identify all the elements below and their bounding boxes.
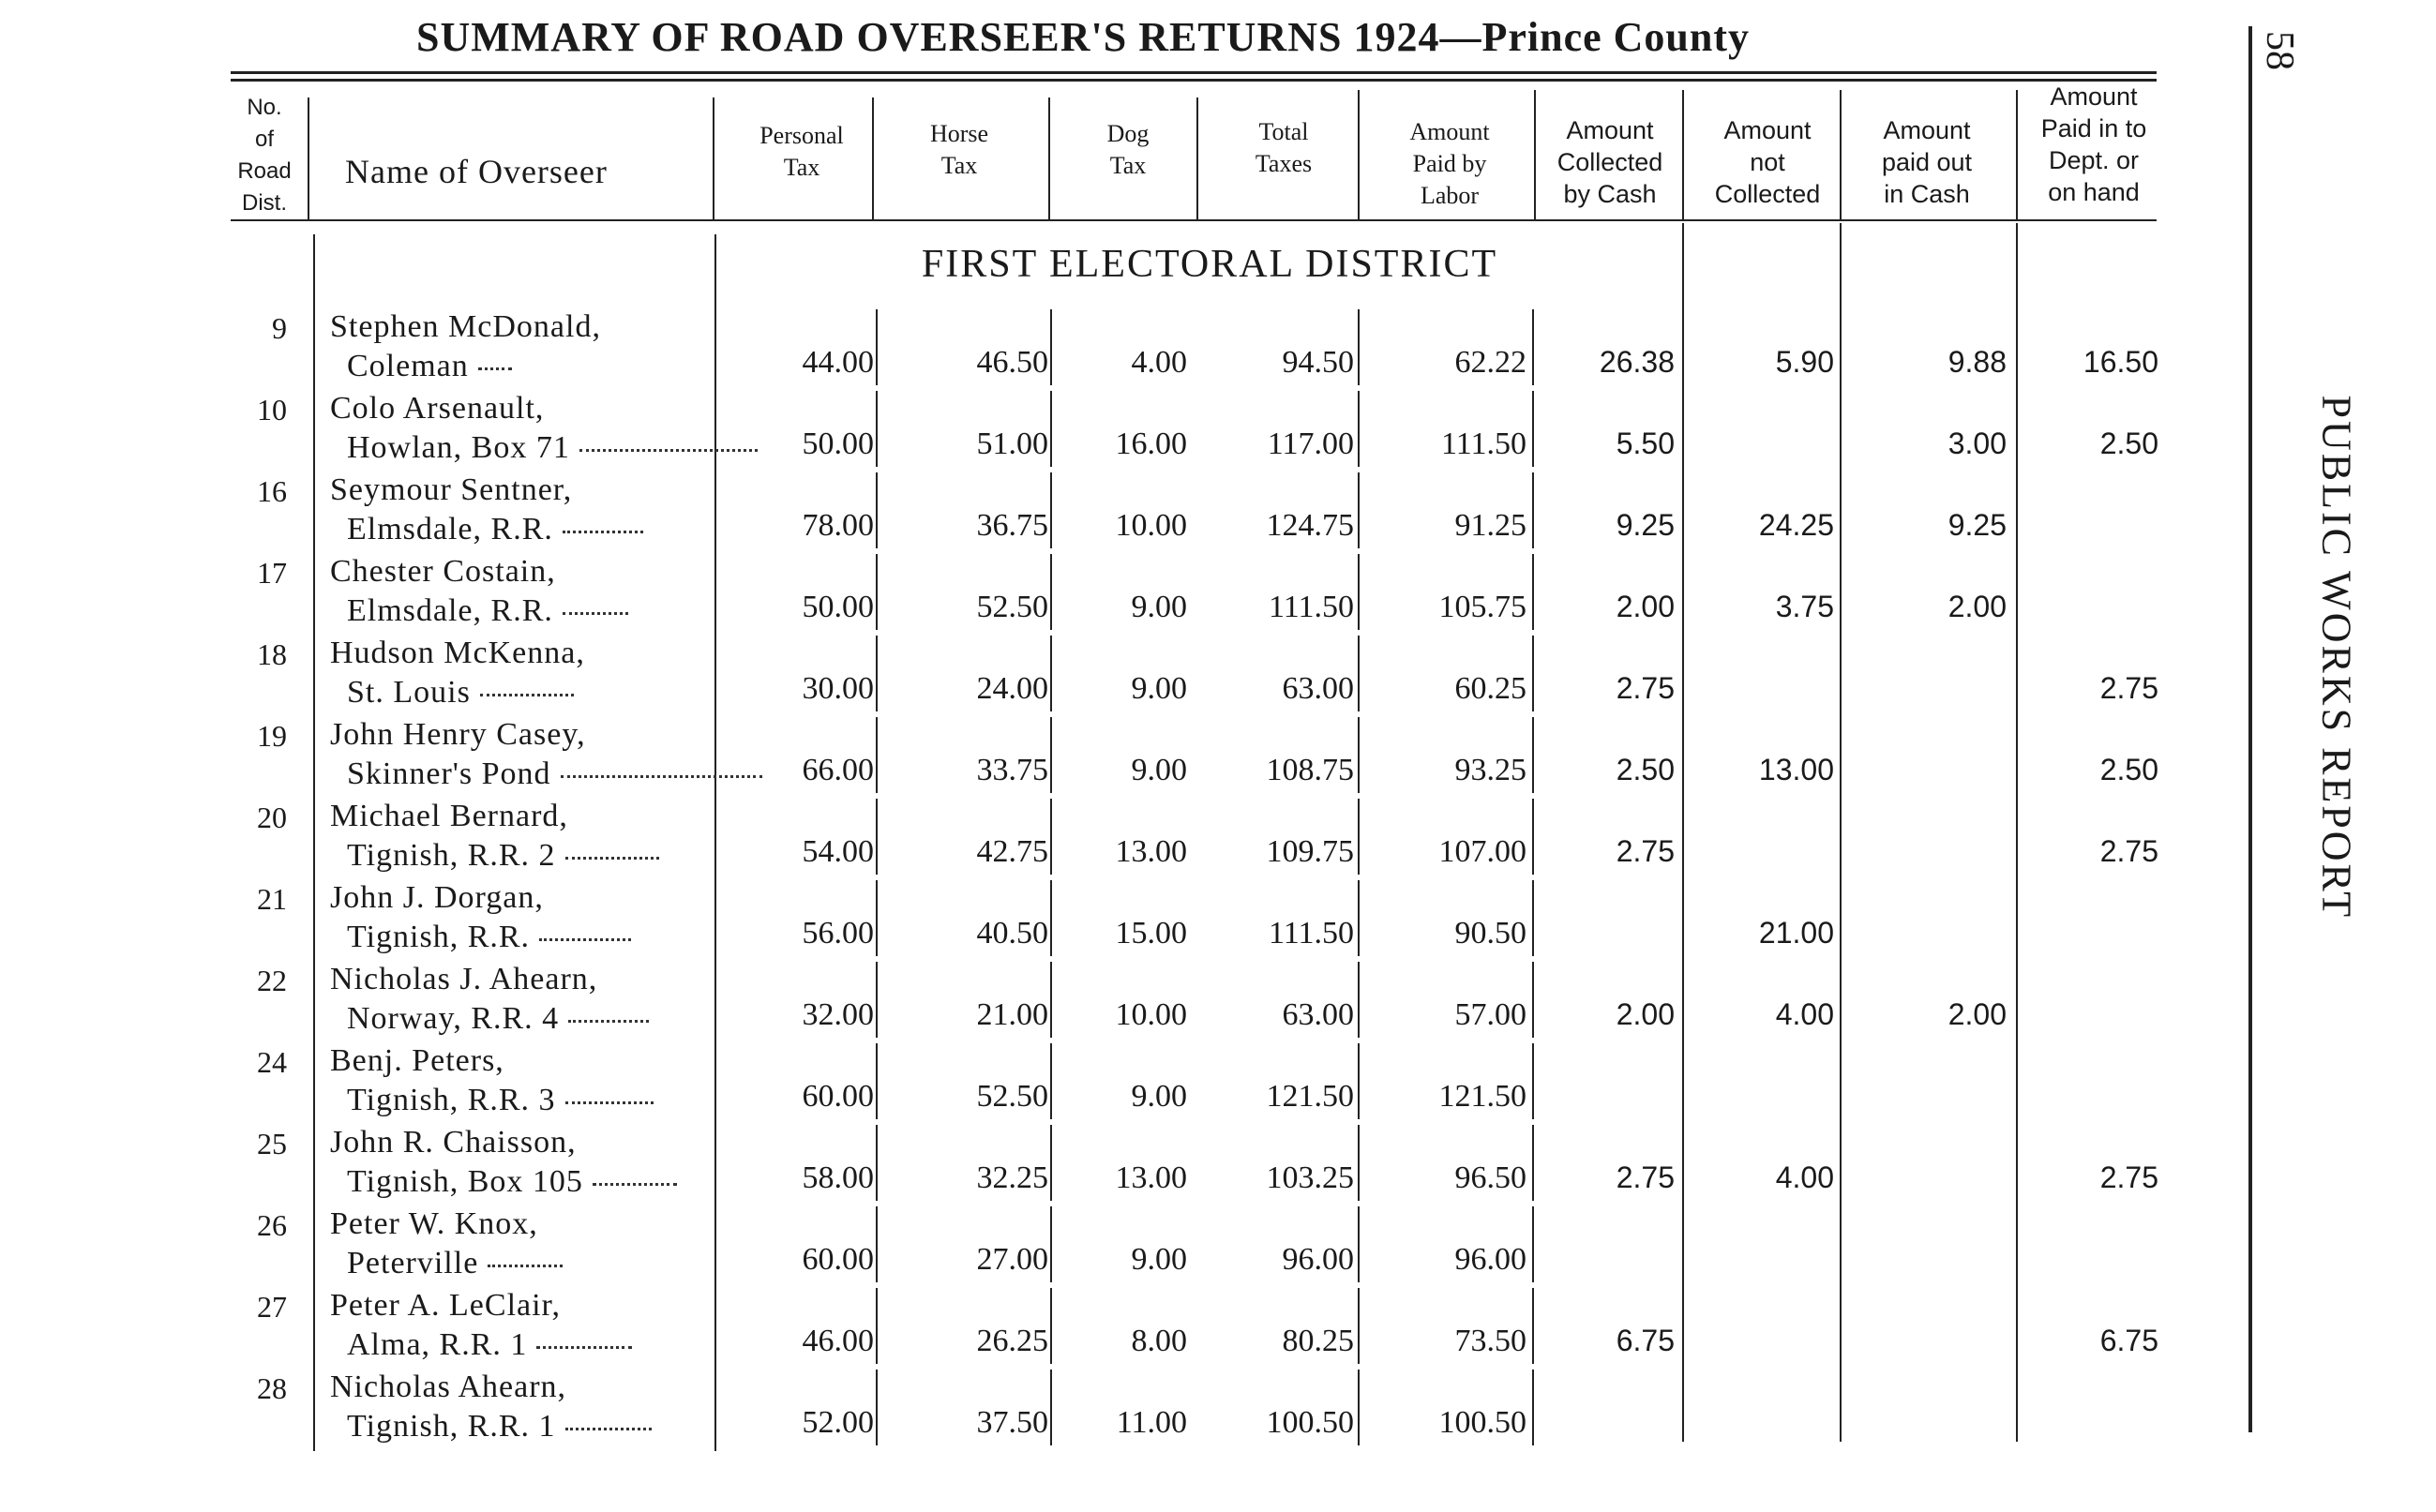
cell-horse: 37.50 [976, 1405, 1048, 1440]
header-collected-by-cash: Amount Collected by Cash [1556, 116, 1663, 208]
row-rule [1532, 1043, 1534, 1119]
overseer-name: John R. Chaisson, [330, 1125, 577, 1160]
cell-total: 117.00 [1267, 427, 1354, 461]
overseer-address: Norway, R.R. 4 [347, 1001, 560, 1036]
cell-labor: 96.00 [1454, 1242, 1526, 1277]
cell-horse: 33.75 [976, 753, 1048, 787]
cell-paid-out: 2.00 [1947, 590, 2007, 623]
leader-dots [536, 1346, 632, 1349]
header-road-dist: No. of Road Dist. [237, 95, 292, 216]
road-dist-number: 26 [257, 1208, 287, 1242]
cell-horse: 40.50 [976, 916, 1048, 951]
cell-dog: 10.00 [1115, 508, 1187, 543]
road-dist-number: 9 [272, 311, 287, 345]
row-rule [1532, 880, 1534, 956]
overseer-address-line [347, 1327, 632, 1363]
cell-dog: 9.00 [1131, 590, 1187, 624]
leader-dots [539, 938, 631, 941]
cell-not-collected: 4.00 [1775, 1160, 1834, 1194]
overseer-name: John Henry Casey, [330, 717, 586, 752]
cell-dog: 13.00 [1115, 834, 1187, 869]
overseer-address: Tignish, Box 105 [347, 1164, 583, 1199]
overseer-address-line [347, 349, 512, 384]
cell-dog: 15.00 [1115, 916, 1187, 951]
title-rule-top [231, 71, 2157, 74]
leader-dots [565, 1428, 652, 1430]
cell-labor: 121.50 [1438, 1079, 1526, 1114]
page-number: 58 [2258, 31, 2301, 70]
road-dist-number: 27 [257, 1290, 287, 1324]
cell-horse: 36.75 [976, 508, 1048, 543]
overseer-address-line [347, 675, 574, 711]
cell-dog: 8.00 [1131, 1324, 1187, 1358]
cell-paid-in: 2.50 [2099, 427, 2158, 460]
column-rule [1048, 97, 1050, 221]
overseer-address-line [347, 593, 628, 629]
overseer-address-line [347, 838, 659, 874]
row-rule [1532, 1206, 1534, 1282]
overseer-name: Peter W. Knox, [330, 1206, 538, 1241]
overseer-name: Peter A. LeClair, [330, 1288, 562, 1323]
cell-labor: 107.00 [1438, 834, 1526, 869]
column-rule [872, 97, 874, 221]
cell-horse: 51.00 [976, 427, 1048, 461]
column-rule [1534, 90, 1536, 221]
road-dist-number: 18 [257, 637, 287, 671]
overseer-address: St. Louis [347, 675, 471, 710]
overseer-address-line [347, 1083, 654, 1118]
cell-horse: 26.25 [976, 1324, 1048, 1358]
overseer-address: Elmsdale, R.R. [347, 512, 553, 546]
column-rule [1682, 223, 1684, 1442]
column-rule [2016, 223, 2018, 1442]
header-paid-out-cash: Amount paid out in Cash [1881, 116, 1973, 208]
column-rule [1840, 90, 1842, 221]
title-rule-bottom [231, 79, 2157, 82]
road-dist-number: 22 [257, 964, 287, 997]
cell-dog: 9.00 [1131, 1079, 1187, 1114]
header-paid-by-labor: Amount Paid by Labor [1409, 118, 1490, 209]
cell-personal: 30.00 [802, 671, 874, 706]
overseer-name: Stephen McDonald, [330, 309, 601, 344]
cell-not-collected: 4.00 [1775, 997, 1834, 1031]
cell-horse: 46.50 [976, 345, 1048, 380]
cell-paid-out: 3.00 [1947, 427, 2007, 460]
cell-total: 63.00 [1282, 997, 1354, 1032]
leader-dots [563, 531, 643, 533]
column-rule [1840, 223, 1842, 1442]
leader-dots [565, 857, 659, 860]
cell-labor: 96.50 [1454, 1160, 1526, 1195]
cell-total: 94.50 [1282, 345, 1354, 380]
column-rule [1682, 90, 1684, 221]
leader-dots [563, 612, 628, 615]
section-title: FIRST ELECTORAL DISTRICT [921, 243, 1498, 286]
cell-total: 121.50 [1266, 1079, 1354, 1114]
leader-dots [478, 367, 512, 370]
cell-total: 124.75 [1266, 508, 1354, 543]
road-dist-number: 17 [257, 556, 287, 590]
cell-labor: 57.00 [1454, 997, 1526, 1032]
overseer-address: Tignish, R.R. 3 [347, 1083, 556, 1117]
cell-dog: 16.00 [1115, 427, 1187, 461]
overseer-address: Coleman [347, 349, 469, 383]
running-head: PUBLIC WORKS REPORT [2313, 395, 2360, 921]
overseer-address-line [347, 1246, 563, 1281]
page-title: SUMMARY OF ROAD OVERSEER'S RETURNS 1924—Prince County [415, 14, 1751, 60]
road-dist-number: 16 [257, 474, 287, 508]
overseer-address: Elmsdale, R.R. [347, 593, 553, 628]
cell-cash: 5.50 [1616, 427, 1675, 460]
cell-cash: 2.50 [1616, 753, 1675, 786]
row-rule [1532, 1370, 1534, 1445]
cell-horse: 42.75 [976, 834, 1048, 869]
cell-total: 100.50 [1266, 1405, 1354, 1440]
overseer-name: Benj. Peters, [330, 1043, 504, 1078]
cell-horse: 32.25 [976, 1160, 1048, 1195]
cell-labor: 73.50 [1454, 1324, 1526, 1358]
header-horse-tax: Horse Tax [929, 120, 989, 179]
cell-personal: 78.00 [802, 508, 874, 543]
overseer-name: Nicholas Ahearn, [330, 1370, 567, 1404]
road-dist-number: 10 [257, 393, 287, 427]
cell-not-collected: 24.25 [1758, 508, 1834, 542]
overseer-address: Tignish, R.R. 1 [347, 1409, 556, 1444]
cell-personal: 46.00 [802, 1324, 874, 1358]
header-not-collected: Amount not Collected [1714, 116, 1821, 208]
leader-dots [565, 1101, 654, 1104]
cell-dog: 10.00 [1115, 997, 1187, 1032]
header-total-taxes: Total Taxes [1255, 118, 1313, 177]
cell-total: 111.50 [1269, 916, 1354, 951]
cell-paid-in: 2.50 [2099, 753, 2158, 786]
cell-cash: 2.00 [1616, 590, 1675, 623]
cell-labor: 93.25 [1454, 753, 1526, 787]
road-dist-number: 28 [257, 1371, 287, 1405]
cell-horse: 21.00 [976, 997, 1048, 1032]
overseer-name: Seymour Sentner, [330, 472, 573, 507]
overseer-address: Tignish, R.R. 2 [347, 838, 556, 873]
cell-labor: 100.50 [1438, 1405, 1526, 1440]
cell-dog: 9.00 [1131, 753, 1187, 787]
header-personal-tax: Personal Tax [759, 122, 844, 181]
cell-cash: 9.25 [1616, 508, 1675, 542]
column-rule [2016, 90, 2018, 221]
column-rule [313, 234, 315, 1451]
cell-paid-out: 2.00 [1947, 997, 2007, 1031]
cell-cash: 2.00 [1616, 997, 1675, 1031]
cell-labor: 111.50 [1441, 427, 1526, 461]
cell-cash: 6.75 [1616, 1324, 1675, 1357]
cell-paid-out: 9.88 [1947, 345, 2007, 379]
cell-horse: 52.50 [976, 1079, 1048, 1114]
header-dog-tax: Dog Tax [1106, 120, 1150, 179]
overseer-address: Tignish, R.R. [347, 920, 531, 954]
overseer-name: Colo Arsenault, [330, 391, 545, 426]
cell-dog: 9.00 [1131, 671, 1187, 706]
cell-paid-in: 2.75 [2099, 834, 2158, 868]
overseer-address: Alma, R.R. 1 [347, 1327, 528, 1362]
cell-not-collected: 5.90 [1775, 345, 1834, 379]
cell-total: 108.75 [1266, 753, 1354, 787]
cell-paid-in: 2.75 [2099, 671, 2158, 705]
road-dist-number: 25 [257, 1127, 287, 1160]
cell-labor: 105.75 [1438, 590, 1526, 624]
overseer-address-line [347, 512, 643, 547]
overseer-name: Chester Costain, [330, 554, 556, 589]
cell-not-collected: 3.75 [1775, 590, 1834, 623]
overseer-address-line [347, 920, 631, 955]
cell-paid-in: 6.75 [2099, 1324, 2158, 1357]
cell-total: 63.00 [1282, 671, 1354, 706]
column-rule [1196, 97, 1198, 221]
overseer-name: John J. Dorgan, [330, 880, 544, 915]
overseer-address: Skinner's Pond [347, 756, 551, 791]
road-dist-number: 21 [257, 882, 287, 916]
cell-personal: 58.00 [802, 1160, 874, 1195]
overseer-name: Hudson McKenna, [330, 636, 585, 670]
cell-personal: 32.00 [802, 997, 874, 1032]
cell-total: 80.25 [1282, 1324, 1354, 1358]
cell-horse: 52.50 [976, 590, 1048, 624]
leader-dots [593, 1183, 677, 1186]
cell-horse: 27.00 [976, 1242, 1048, 1277]
cell-labor: 62.22 [1454, 345, 1526, 380]
overseer-name: Michael Bernard, [330, 799, 568, 833]
overseer-address-line [347, 1409, 652, 1445]
cell-not-collected: 13.00 [1758, 753, 1834, 786]
cell-cash: 26.38 [1599, 345, 1675, 379]
cell-personal: 50.00 [802, 590, 874, 624]
cell-total: 103.25 [1266, 1160, 1354, 1195]
cell-personal: 54.00 [802, 834, 874, 869]
cell-labor: 60.25 [1454, 671, 1526, 706]
cell-total: 109.75 [1266, 834, 1354, 869]
cell-total: 111.50 [1269, 590, 1354, 624]
road-dist-number: 19 [257, 719, 287, 753]
leader-dots [480, 694, 574, 696]
column-rule [308, 97, 309, 221]
cell-personal: 44.00 [802, 345, 874, 380]
cell-personal: 66.00 [802, 753, 874, 787]
leader-dots [568, 1020, 649, 1023]
cell-dog: 4.00 [1131, 345, 1187, 380]
cell-personal: 56.00 [802, 916, 874, 951]
cell-paid-in: 2.75 [2099, 1160, 2158, 1194]
cell-cash: 2.75 [1616, 671, 1675, 705]
cell-not-collected: 21.00 [1758, 916, 1834, 950]
cell-dog: 9.00 [1131, 1242, 1187, 1277]
header-paid-in-dept: Amount Paid in to Dept. or on hand [2040, 82, 2147, 206]
cell-total: 96.00 [1282, 1242, 1354, 1277]
overseer-address-line [347, 1164, 677, 1200]
cell-dog: 11.00 [1116, 1405, 1187, 1440]
cell-cash: 2.75 [1616, 1160, 1675, 1194]
cell-labor: 90.50 [1454, 916, 1526, 951]
cell-dog: 13.00 [1115, 1160, 1187, 1195]
cell-personal: 60.00 [802, 1242, 874, 1277]
overseer-name: Nicholas J. Ahearn, [330, 962, 598, 996]
header-bottom-rule [231, 219, 2157, 221]
column-rule [713, 97, 714, 221]
margin-rule [2248, 26, 2252, 1432]
header-name: Name of Overseer [345, 153, 608, 190]
road-dist-number: 24 [257, 1045, 287, 1079]
cell-horse: 24.00 [976, 671, 1048, 706]
overseer-address-line [347, 1001, 649, 1037]
cell-cash: 2.75 [1616, 834, 1675, 868]
cell-paid-in: 16.50 [2083, 345, 2158, 379]
cell-personal: 52.00 [802, 1405, 874, 1440]
cell-personal: 60.00 [802, 1079, 874, 1114]
overseer-address: Howlan, Box 71 [347, 430, 570, 465]
overseer-address: Peterville [347, 1246, 479, 1280]
cell-personal: 50.00 [802, 427, 874, 461]
cell-paid-out: 9.25 [1947, 508, 2007, 542]
leader-dots [488, 1265, 563, 1267]
road-dist-number: 20 [257, 801, 287, 834]
cell-labor: 91.25 [1454, 508, 1526, 543]
column-rule [1358, 90, 1360, 221]
